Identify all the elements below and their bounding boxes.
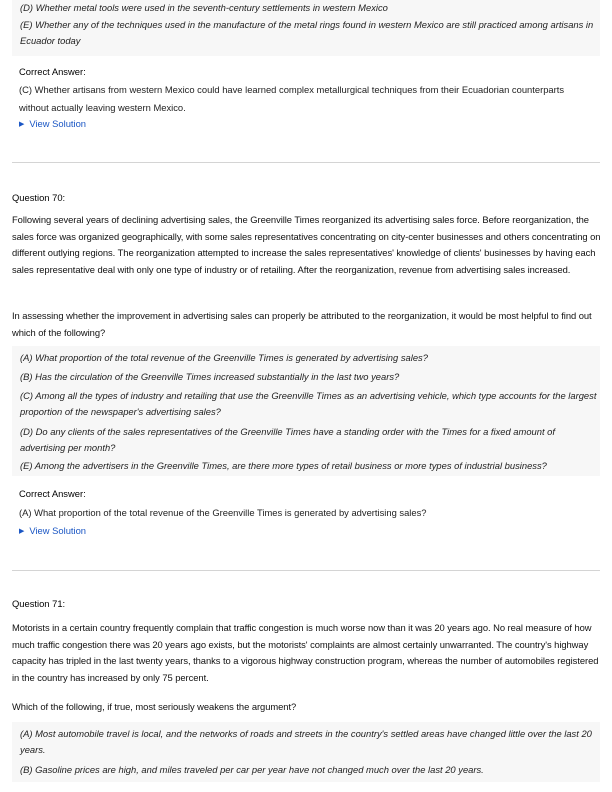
correct-answer-label: Correct Answer: xyxy=(19,66,86,77)
correct-answer-text: (C) Whether artisans from western Mexico could have learned complex metallurgical techniques from their Ecuadorian counterparts without actually leaving western Mexico. xyxy=(19,84,565,113)
option-a[interactable]: (A) Most automobile travel is local, and the networks of roads and streets in the country's settled areas have changed little over the last 20 years. xyxy=(20,728,592,755)
question-passage: Motorists in a certain country frequently complain that traffic congestion is much worse now than it was 20 years ago. No real measure of how much traffic congestion there was 20 years ago exists, but the motorists' complaints are almost certainly unwarranted. The country's highway capacity has tripled in the last twenty years, thanks to a vigorous highway construction program, whereas the number of automobiles registered in the country has increased by only 75 percent. xyxy=(12,622,599,683)
answer-options xyxy=(12,346,600,476)
correct-answer-text: (A) What proportion of the total revenue of the Greenville Times is generated by advertising sales? xyxy=(19,507,427,518)
view-solution-link[interactable] xyxy=(0,118,86,129)
divider xyxy=(12,162,600,163)
question-prompt: Which of the following, if true, most seriously weakens the argument? xyxy=(12,701,297,712)
divider xyxy=(12,570,600,571)
play-triangle-icon: ▶ xyxy=(19,121,25,128)
view-solution-link[interactable] xyxy=(0,525,86,536)
question-passage: Following several years of declining advertising sales, the Greenville Times reorganized its advertising sales force. Before reorganization, the sales force was organized geographically, with some sales representatives concentrating on city-center businesses and others concentrating on different outlying regions. The reorganization attempted to increase the sales representatives' knowledge of clients' businesses by having each sales representative deal with only one type of industry or of retailing. After the reorganization, revenue from advertising sales increased. xyxy=(12,214,601,275)
option-b[interactable]: (B) Gasoline prices are high, and miles traveled per car per year have not changed much over the last 20 years. xyxy=(20,764,484,775)
option-e[interactable]: (E) Among the advertisers in the Greenville Times, are there more types of retail business or more types of industrial business? xyxy=(20,460,547,471)
view-solution-label: View Solution xyxy=(29,525,87,536)
question-title: Question 70: xyxy=(12,192,66,203)
q69-options-tail xyxy=(12,0,600,56)
correct-answer-label: Correct Answer: xyxy=(19,488,86,499)
option-e[interactable]: (E) Whether any of the techniques used in the manufacture of the metal rings found in western Mexico are still practiced among artisans in Ecuador today xyxy=(20,19,594,46)
play-triangle-icon: ▶ xyxy=(19,528,25,535)
option-d[interactable]: (D) Whether metal tools were used in the seventh-century settlements in western Mexico xyxy=(20,2,388,13)
option-d[interactable]: (D) Do any clients of the sales representatives of the Greenville Times have a standing order with the Times for a fixed amount of advertising per month? xyxy=(20,426,555,453)
question-title: Question 71: xyxy=(12,598,66,609)
answer-options xyxy=(12,722,600,782)
option-b[interactable]: (B) Has the circulation of the Greenville Times increased substantially in the last two years? xyxy=(20,371,400,382)
option-a[interactable]: (A) What proportion of the total revenue of the Greenville Times is generated by advertising sales? xyxy=(20,352,428,363)
option-c[interactable]: (C) Among all the types of industry and retailing that use the Greenville Times as an advertising vehicle, which type accounts for the largest proportion of the newspaper's advertising sales? xyxy=(20,390,597,417)
question-prompt: In assessing whether the improvement in advertising sales can properly be attributed to the reorganization, it would be most helpful to find out which of the following? xyxy=(12,310,592,338)
view-solution-label: View Solution xyxy=(29,118,87,129)
